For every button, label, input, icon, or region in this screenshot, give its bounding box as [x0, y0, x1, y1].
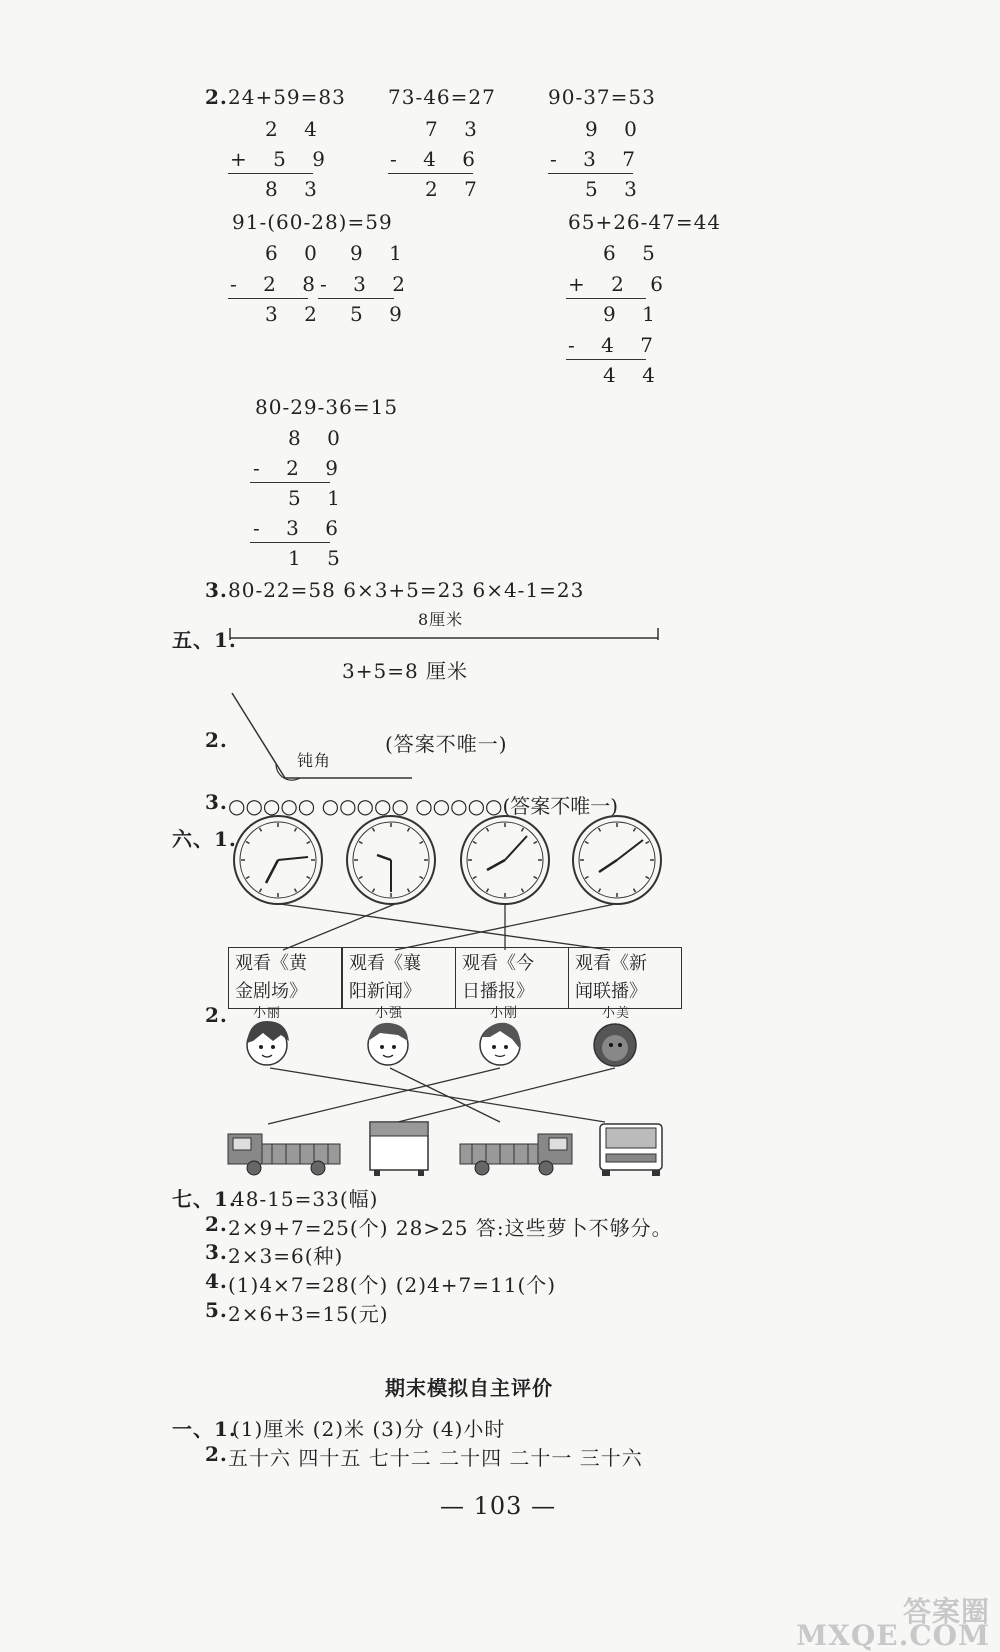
q2-number: 2.: [205, 85, 228, 109]
program-1-line-2: 金剧场》: [235, 981, 307, 1002]
q3-number: 3.: [205, 578, 228, 602]
section-5-label: 五、1.: [172, 628, 237, 652]
truck-1: [228, 1134, 340, 1175]
face-xiaoqiang: [368, 1023, 408, 1065]
car-front: [600, 1124, 662, 1176]
name-4: 小美: [602, 1006, 631, 1021]
q5-3-number: 3.: [205, 790, 228, 814]
s7-num-4: 4.: [205, 1269, 228, 1293]
measure-label: 8厘米: [418, 610, 464, 629]
v3-operand: - 3 7: [550, 147, 645, 171]
program-4-line-1: 观看《新: [575, 953, 647, 974]
program-3-line-2: 日播报》: [462, 981, 534, 1002]
v6-result-2: 4 4: [603, 363, 665, 387]
equation-5: 65+26-47=44: [568, 210, 722, 234]
v5-result: 5 9: [350, 302, 412, 326]
final-title: 期末模拟自主评价: [385, 1376, 553, 1400]
page-number: — 103 —: [440, 1492, 557, 1520]
q5-2-number: 2.: [205, 728, 228, 752]
name-1: 小丽: [253, 1006, 282, 1021]
final-num-2: 2.: [205, 1442, 228, 1466]
q6-2-number: 2.: [205, 1003, 228, 1027]
truck-2: [460, 1134, 572, 1175]
v2-result: 2 7: [425, 177, 487, 201]
circles-row: ○○○○○ ○○○○○ ○○○○○(答案不唯一): [228, 794, 619, 818]
final-answer-2: 五十六 四十五 七十二 二十四 二十一 三十六: [228, 1446, 643, 1470]
face-xiaoli: [247, 1021, 289, 1065]
section-6-label: 六、1.: [172, 827, 237, 851]
v1-result: 8 3: [265, 177, 327, 201]
v2-operand: - 4 6: [390, 147, 485, 171]
s7-answer-4: (1)4×7=28(个) (2)4+7=11(个): [228, 1273, 557, 1297]
program-3-line-1: 观看《今: [462, 953, 534, 974]
watermark: 答案圈 MXQE.COM: [796, 1595, 990, 1652]
s7-answer-5: 2×6+3=15(元): [228, 1302, 389, 1326]
v3-result: 5 3: [585, 177, 647, 201]
v5-operand: - 3 2: [320, 272, 415, 296]
s7-num-5: 5.: [205, 1298, 228, 1322]
equation-1: 24+59=83: [228, 85, 346, 109]
equation-3: 90-37=53: [548, 85, 656, 109]
s7-answer-3: 2×3=6(种): [228, 1244, 344, 1268]
v7-top: 8 0: [288, 426, 350, 450]
v1-operand: + 5 9: [230, 147, 335, 171]
q3-text: 80-22=58 6×3+5=23 6×4-1=23: [228, 578, 585, 602]
s7-num-3: 3.: [205, 1240, 228, 1264]
measure-sum: 3+5=8 厘米: [342, 659, 469, 683]
face-xiaogang: [480, 1023, 520, 1065]
final-answer-1: (1)厘米 (2)米 (3)分 (4)小时: [232, 1417, 506, 1441]
equation-4: 91-(60-28)=59: [232, 210, 393, 234]
v4-top: 6 0: [265, 241, 327, 265]
bus-front: [370, 1122, 428, 1176]
name-2: 小强: [375, 1006, 404, 1021]
v3-top: 9 0: [585, 117, 647, 141]
v6-top: 6 5: [603, 241, 665, 265]
angle-note: (答案不唯一): [385, 732, 508, 756]
v6-operand-2: - 4 7: [568, 333, 663, 357]
v7-operand: - 2 9: [253, 456, 348, 480]
v7-result-1: 5 1: [288, 486, 350, 510]
angle-label: 钝角: [297, 751, 332, 770]
final-label: 一、1.: [172, 1417, 237, 1441]
name-3: 小刚: [490, 1006, 519, 1021]
v6-operand: + 2 6: [568, 272, 673, 296]
section-7-label: 七、1.: [172, 1187, 237, 1211]
program-4-line-2: 闻联播》: [575, 981, 647, 1002]
v1-top: 2 4: [265, 117, 327, 141]
s7-answer-1: 48-15=33(幅): [232, 1187, 379, 1211]
v7-operand-2: - 3 6: [253, 516, 348, 540]
v4-result: 3 2: [265, 302, 327, 326]
s7-num-2: 2.: [205, 1212, 228, 1236]
v5-top: 9 1: [350, 241, 412, 265]
equation-6: 80-29-36=15: [255, 395, 399, 419]
v2-top: 7 3: [425, 117, 487, 141]
program-2-line-2: 阳新闻》: [349, 981, 421, 1002]
s7-answer-2: 2×9+7=25(个) 28>25 答:这些萝卜不够分。: [228, 1216, 673, 1240]
v4-operand: - 2 8: [230, 272, 325, 296]
v7-result-2: 1 5: [288, 546, 350, 570]
face-xiaomei: [594, 1024, 636, 1066]
equation-2: 73-46=27: [388, 85, 496, 109]
v6-result-1: 9 1: [603, 302, 665, 326]
program-1-line-1: 观看《黄: [235, 953, 307, 974]
program-2-line-1: 观看《襄: [349, 953, 421, 974]
